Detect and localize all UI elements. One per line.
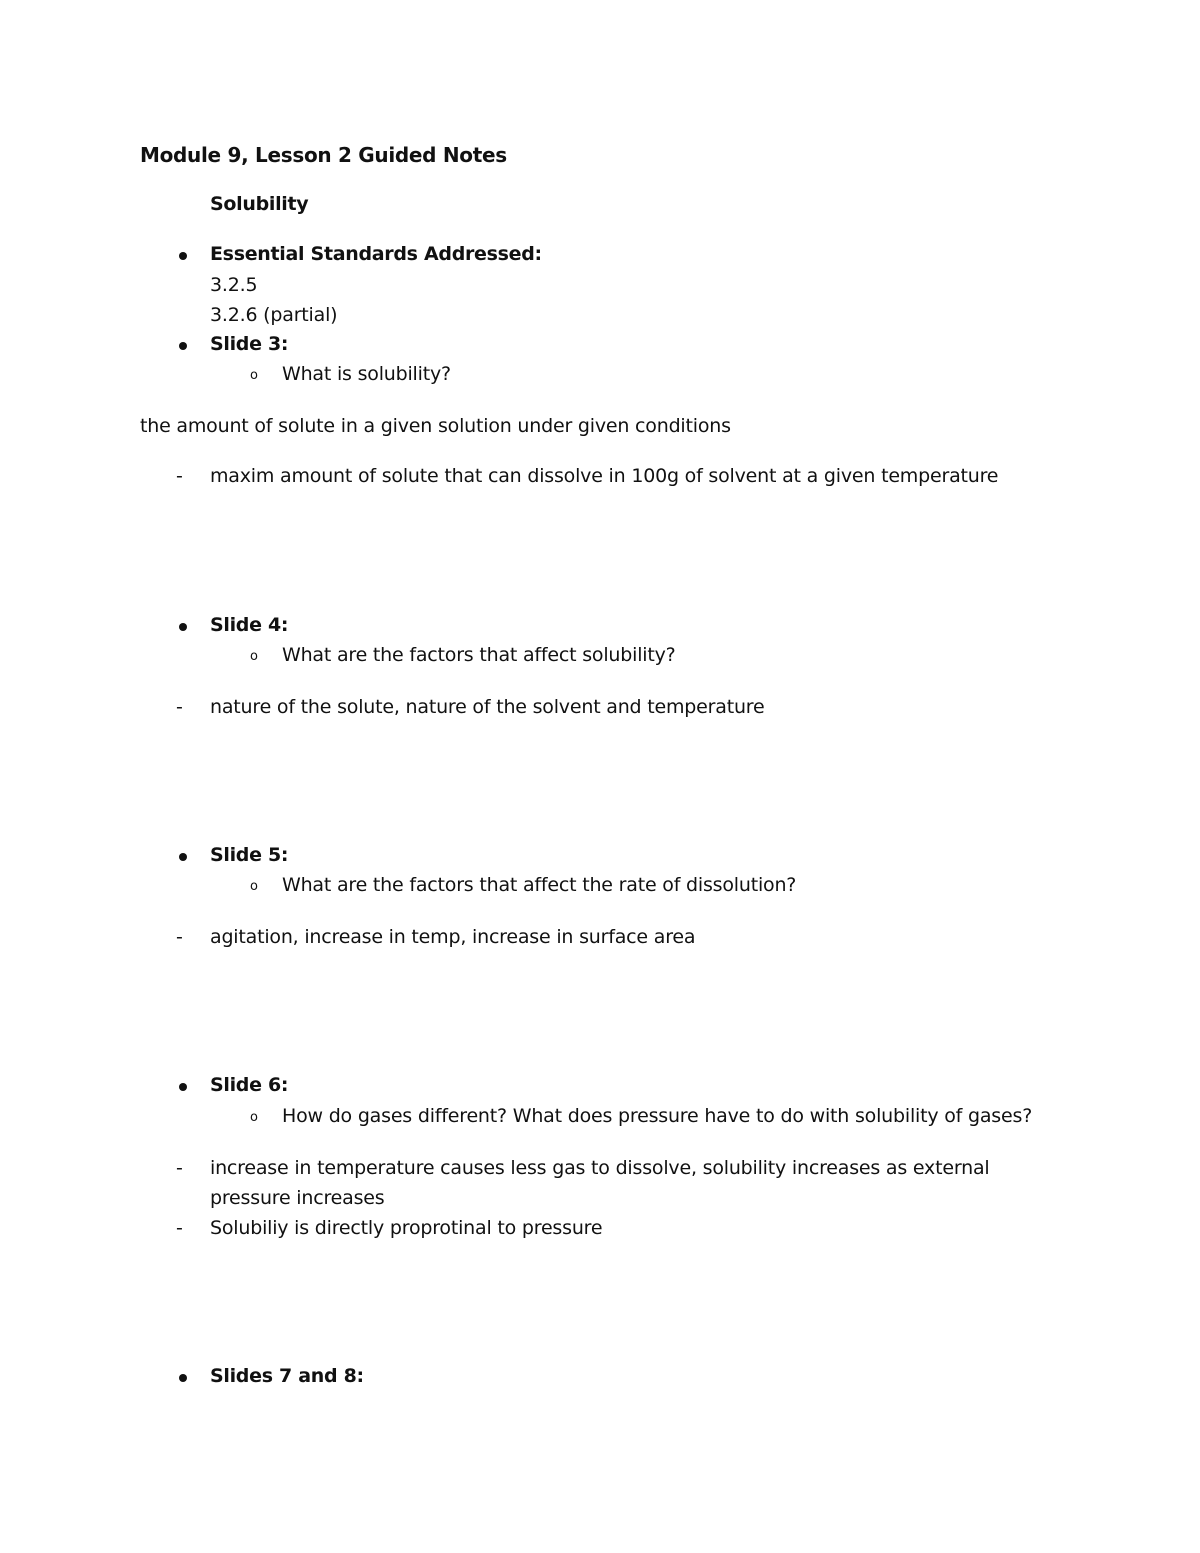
dash-icon: - <box>176 696 183 718</box>
slide4-question: What are the factors that affect solubility? <box>282 644 676 666</box>
slide6-note-line1: increase in temperature causes less gas to dissolve, solubility increases as external <box>210 1157 990 1179</box>
standard-item: 3.2.5 <box>210 274 258 296</box>
slide3-note: maxim amount of solute that can dissolve in 100g of solvent at a given temperature <box>210 465 999 487</box>
slide3-label: Slide 3: <box>210 333 289 355</box>
sub-bullet-icon: o <box>250 1110 258 1125</box>
slide3-question: What is solubility? <box>282 363 451 385</box>
slide4-note: nature of the solute, nature of the solvent and temperature <box>210 696 765 718</box>
slide6-question: How do gases different? What does pressure have to do with solubility of gases? <box>282 1105 1033 1127</box>
bullet-icon <box>179 252 187 260</box>
sub-bullet-icon: o <box>250 368 258 383</box>
bullet-icon <box>179 623 187 631</box>
slide3-answer: the amount of solute in a given solution under given conditions <box>140 415 731 437</box>
dash-icon: - <box>176 1157 183 1179</box>
slide5-label: Slide 5: <box>210 844 289 866</box>
slide6-note-line2: pressure increases <box>210 1187 385 1209</box>
slide5-note: agitation, increase in temp, increase in surface area <box>210 926 696 948</box>
slide5-question: What are the factors that affect the rate of dissolution? <box>282 874 797 896</box>
document-title: Module 9, Lesson 2 Guided Notes <box>140 143 507 167</box>
slide78-label: Slides 7 and 8: <box>210 1365 364 1387</box>
topic-heading: Solubility <box>210 193 309 215</box>
bullet-icon <box>179 1374 187 1382</box>
bullet-icon <box>179 1083 187 1091</box>
bullet-icon <box>179 342 187 350</box>
dash-icon: - <box>176 465 183 487</box>
slide6-note2: Solubiliy is directly proprotinal to pressure <box>210 1217 603 1239</box>
standard-item: 3.2.6 (partial) <box>210 304 338 326</box>
dash-icon: - <box>176 926 183 948</box>
standards-label: Essential Standards Addressed: <box>210 243 542 265</box>
slide6-label: Slide 6: <box>210 1074 289 1096</box>
dash-icon: - <box>176 1217 183 1239</box>
sub-bullet-icon: o <box>250 879 258 894</box>
bullet-icon <box>179 853 187 861</box>
sub-bullet-icon: o <box>250 649 258 664</box>
slide4-label: Slide 4: <box>210 614 289 636</box>
